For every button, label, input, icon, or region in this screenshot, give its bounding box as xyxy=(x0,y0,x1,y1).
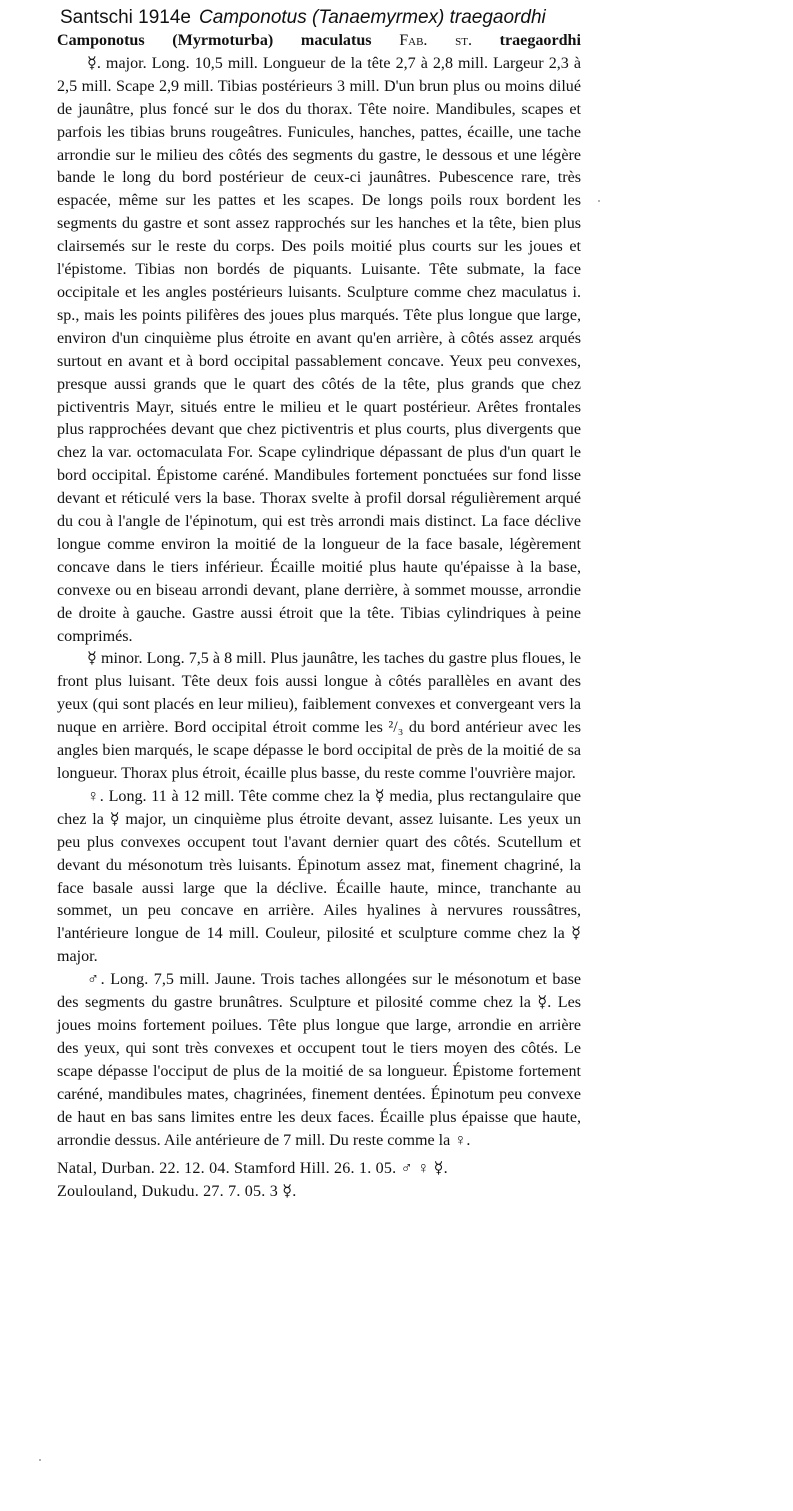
taxon-title xyxy=(57,30,581,53)
scan-speck xyxy=(39,1459,41,1461)
taxon-name: traegaordhi xyxy=(499,32,581,49)
taxon-genus: Camponotus (Myrmoturba) maculatus xyxy=(57,32,372,49)
taxon-author: Fab. xyxy=(399,32,428,49)
description-worker-minor: ☿ minor. Long. 7,5 à 8 mill. Plus jaunâtre, les taches du gastre plus floues, le front plus luisant. Tête deux fois aussi longue à côtés parallèles en avant des yeux (qui sont placés en leur milieu), faiblement convexes et convergeant vers la nuque en arrière. Bord occipital étroit comme les ²/₃ du bord antérieur avec les angles bien marqués, le scape dépasse le bord occipital de près de la moitié de sa longueur. Thorax plus étroit, écaille plus basse, du reste comme l'ouvrière major. xyxy=(57,650,581,782)
document-body xyxy=(57,30,581,1204)
page-header xyxy=(60,6,546,30)
locality-records xyxy=(57,1158,581,1204)
description-worker-major: ☿. major. Long. 10,5 mill. Longueur de la tête 2,7 à 2,8 mill. Largeur 2,3 à 2,5 mill. Scape 2,9 mill. Tibias postérieurs 3 mill. D'un brun plus ou moins dilué de jaunâtre, plus foncé sur le dos du thorax. Tête noire. Mandibules, scapes et parfois les tibias bruns rougeâtres. Funicules, hanches, pattes, écaille, une tache arrondie sur le milieu des côtés des segments du gastre, le dessous et une légère bande le long du bord postérieur de ceux-ci jaunâtres. Pubescence rare, très espacée, même sur les pattes et les scapes. De longs poils roux bordent les segments du gastre et sont assez rapprochés sur les hanches et la tête, bien plus clairsemés sur le reste du corps. Des poils moitié plus courts sur les joues et l'épistome. Tibias non bordés de piquants. Luisante. Tête submate, la face occipitale et les angles postérieurs luisants. Sculpture comme chez maculatus i. sp., mais les points pilifères des joues plus marqués. Tête plus longue que large, environ d'un cinquième plus étroite en avant qu'en arrière, à côtés assez arqués surtout en avant et à bord occipital passablement concave. Yeux peu convexes, presque aussi grands que le quart des côtés de la tête, plus grands que chez pictiventris Mayr, situés entre le milieu et le quart postérieur. Arêtes frontales plus rapprochées devant que chez pictiventris et plus courts, plus divergents que chez la var. octomaculata For. Scape cylindrique dépassant de plus d'un quart le bord occipital. Épistome caréné. Mandibules fortement ponctuées sur fond lisse devant et réticulé vers la base. Thorax svelte à profil dorsal régulièrement arqué du cou à l'angle de l'épinotum, qui est très arrondi mais distinct. La face déclive longue comme environ la moitié de la longueur de la face basale, légèrement concave dans le tiers inférieur. Écaille moitié plus haute qu'épaisse à la base, convexe ou en biseau arrondi devant, plane derrière, à sommet mousse, arrondie de droite à gauche. Gastre aussi étroit que la tête. Tibias cylindriques à peine comprimés. xyxy=(57,54,581,645)
description-female: ♀. Long. 11 à 12 mill. Tête comme chez la ☿ media, plus rectangulaire que chez la ☿ major, un cinquième plus étroite devant, assez luisante. Les yeux un peu plus convexes occupent tout l'avant dernier quart des côtés. Scutellum et devant du mésonotum très luisants. Épinotum assez mat, finement chagriné, la face basale aussi large que la déclive. Écaille haute, mince, tranchante au sommet, un peu concave en arrière. Ailes hyalines à nervures roussâtres, l'antérieure longue de 14 mill. Couleur, pilosité et sculpture comme chez la ☿ major. xyxy=(57,787,581,966)
locality-record: Zoulouland, Dukudu. 27. 7. 05. 3 ☿. xyxy=(57,1183,297,1201)
description-male: ♂. Long. 7,5 mill. Jaune. Trois taches allongées sur le mésonotum et base des segments du gastre brunâtres. Sculpture et pilosité comme chez la ☿. Les joues moins fortement poilues. Tête plus longue que large, arrondie en arrière des yeux, qui sont très convexes et occupent tout le tiers moyen des côtés. Le scape dépasse l'occiput de plus de la moitié de sa longueur. Épistome fortement caréné, mandibules mates, chagrinées, finement dentées. Épinotum peu convexe de haut en bas sans limites entre les deux faces. Écaille plus épaisse que haute, arrondie dessus. Aile antérieure de 7 mill. Du reste comme la ♀. xyxy=(57,971,581,1149)
header-species: Camponotus (Tanaemyrmex) traegaordhi xyxy=(199,7,546,28)
citation: Santschi 1914e xyxy=(60,7,191,28)
taxon-rank: st. xyxy=(455,32,472,49)
locality-record: Natal, Durban. 22. 12. 04. Stamford Hill. 26. 1. 05. ♂ ♀ ☿. xyxy=(57,1160,448,1178)
scan-speck xyxy=(598,200,600,202)
